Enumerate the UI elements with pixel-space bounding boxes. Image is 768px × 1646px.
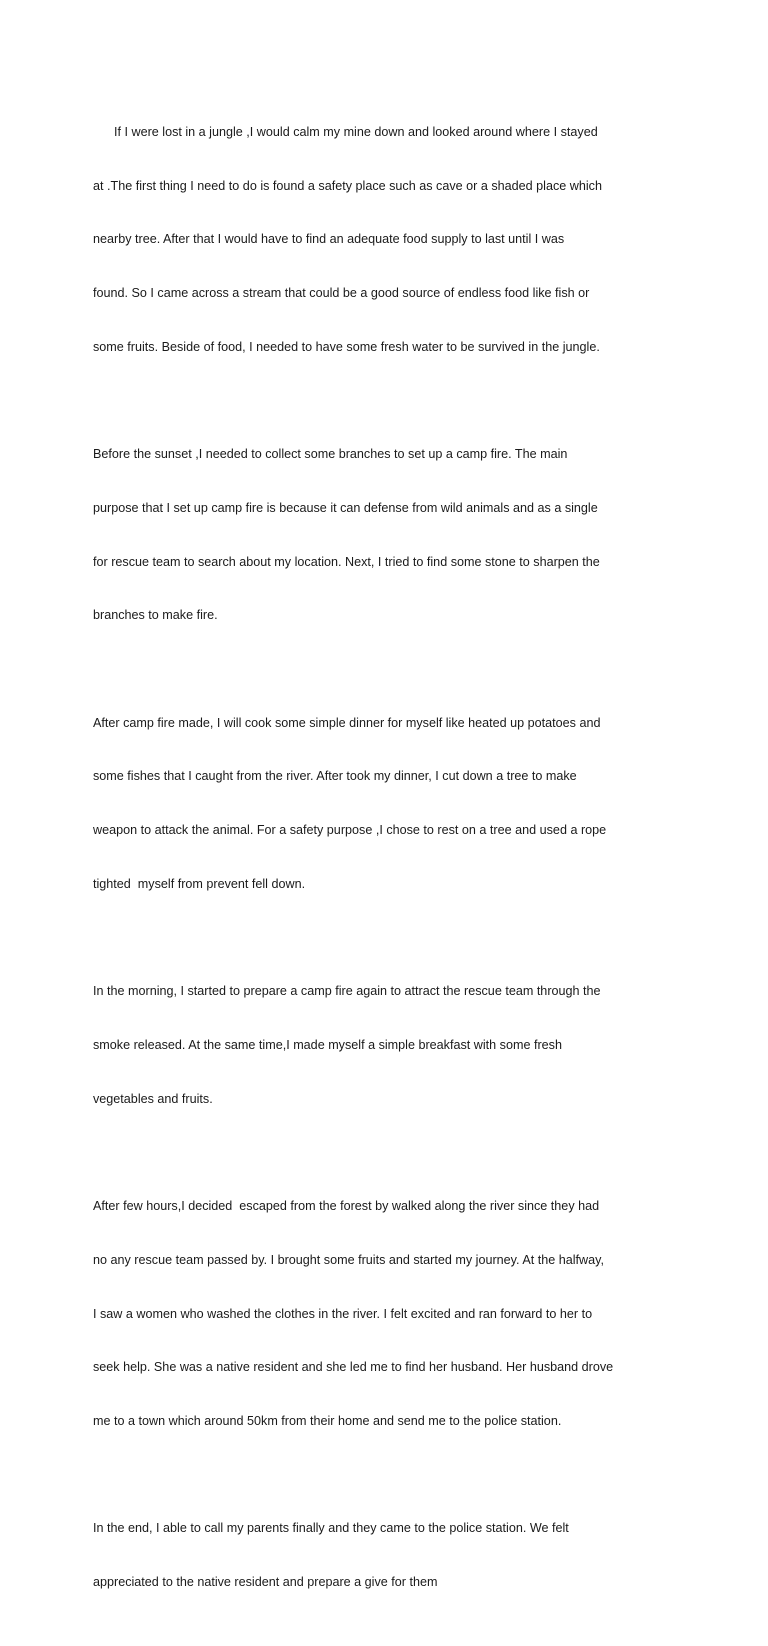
paragraph-5 [93, 1162, 679, 1466]
paragraph-line: branches to make fire. [93, 608, 218, 623]
paragraph-line: me to a town which around 50km from their home and send me to the police station. [93, 1414, 562, 1428]
paragraph-line: Before the sunset ,I needed to collect some branches to set up a camp fire. The main [93, 447, 568, 462]
paragraph-line: nearby tree. After that I would have to find an adequate food supply to last until I was [93, 232, 565, 247]
paragraph-line: some fishes that I caught from the river. After took my dinner, I cut down a tree to make [93, 769, 577, 784]
paragraph-line: After camp fire made, I will cook some simple dinner for myself like heated up potatoes and [93, 715, 601, 730]
paragraph-line: appreciated to the native resident and prepare a give for them [93, 1575, 438, 1590]
paragraph-line: weapon to attack the animal. For a safety purpose ,I chose to rest on a tree and used a rope [93, 823, 607, 838]
paragraph-2 [93, 410, 679, 661]
paragraph-line: smoke released. At the same time,I made myself a simple breakfast with some fresh [93, 1037, 562, 1052]
paragraph-line: no any rescue team passed by. I brought some fruits and started my journey. At the halfway, [93, 1252, 605, 1267]
paragraph-line: seek help. She was a native resident and she led me to find her husband. Her husband drove [93, 1360, 614, 1375]
paragraph-line: for rescue team to search about my location. Next, I tried to find some stone to sharpen the [93, 554, 600, 569]
paragraph-3 [93, 679, 679, 930]
paragraph-line: some fruits. Beside of food, I needed to have some fresh water to be survived in the jungle. [93, 339, 600, 354]
paragraph-4 [93, 947, 679, 1144]
paragraph-line: If I were lost in a jungle ,I would calm my mine down and looked around where I stayed [93, 124, 598, 139]
document-body [93, 88, 679, 1646]
paragraph-line: vegetables and fruits. [93, 1091, 213, 1106]
paragraph-line: purpose that I set up camp fire is because it can defense from wild animals and as a single [93, 500, 598, 515]
paragraph-line: After few hours,I decided escaped from the forest by walked along the river since they had [93, 1199, 600, 1214]
paragraph-line: In the end, I able to call my parents finally and they came to the police station. We felt [93, 1521, 569, 1536]
paragraph-6 [93, 1485, 679, 1628]
paragraph-line: I saw a women who washed the clothes in the river. I felt excited and ran forward to her to [93, 1306, 593, 1321]
paragraph-line: In the morning, I started to prepare a camp fire again to attract the rescue team through the [93, 984, 601, 999]
paragraph-line: at .The first thing I need to do is found a safety place such as cave or a shaded place which [93, 178, 602, 193]
paragraph-line: found. So I came across a stream that could be a good source of endless food like fish or [93, 285, 590, 300]
paragraph-1 [93, 88, 679, 392]
paragraph-line: tighted myself from prevent fell down. [93, 876, 306, 891]
